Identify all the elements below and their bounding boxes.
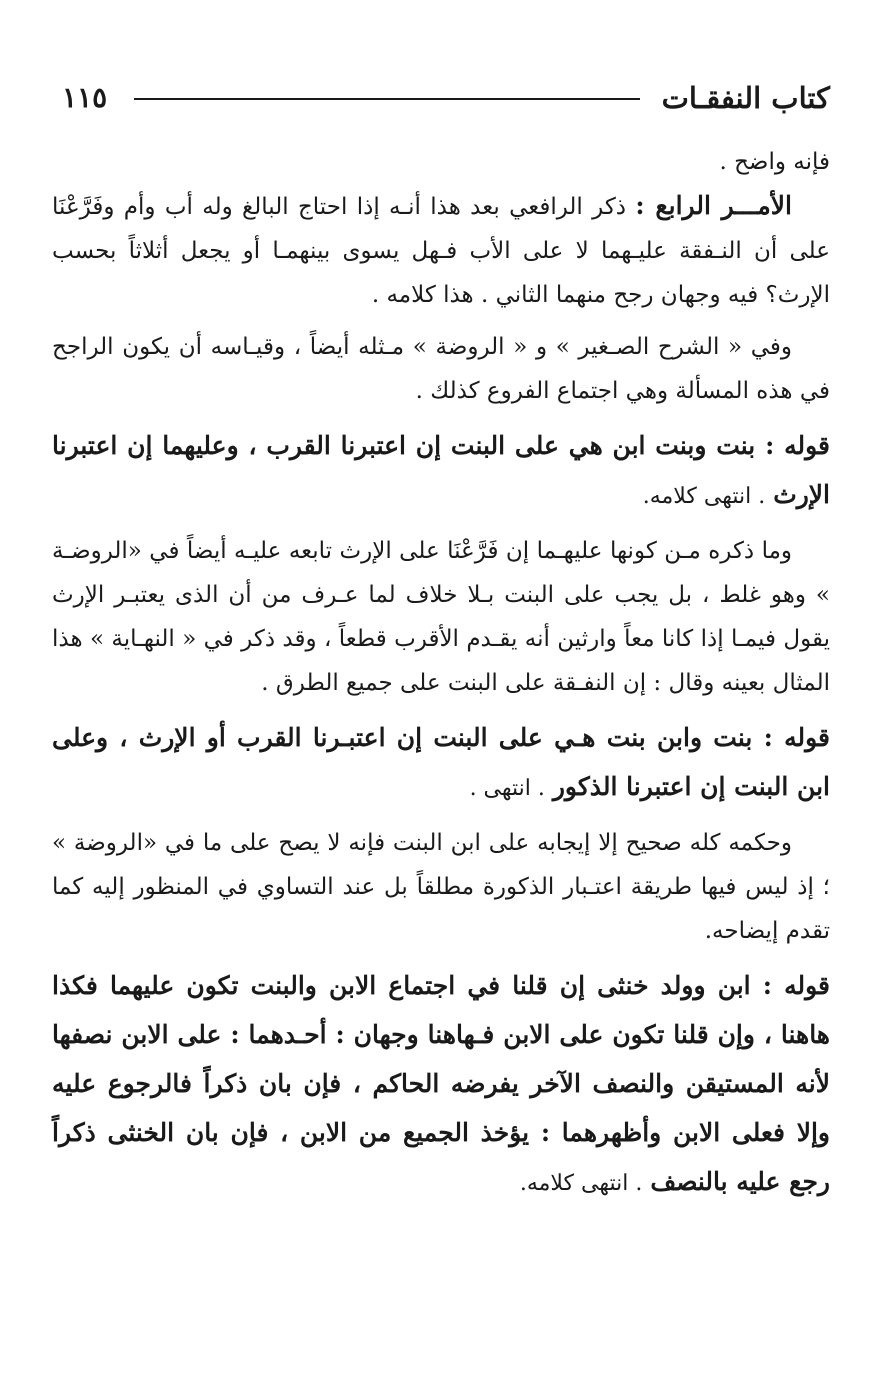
quote-text: قوله : بنت وبنت ابن هي على البنت إن اعتبرنا القرب ، وعليهما إن اعتبرنا الإرث bbox=[52, 431, 830, 509]
paragraph-commentary-1: وما ذكره مـن كونها عليهـما إن فَرَّعْنَا على الإرث تابعه عليـه أيضاً في «الروضـة » وهو غلط ، بل يجب على البنت بـلا خلاف لما عـرف من أن الذى يعتبـر الإرث يقول فيمـا إذا كانا معاً وارثين أنه يقـدم الأقرب قطعاً ، وقد ذكر في « النهـاية » هذا المثال بعينه وقال : إن النفـقة على البنت على جميع الطرق . bbox=[52, 538, 830, 696]
header-rule bbox=[134, 98, 640, 100]
paragraph-sharh-saghir: وفي « الشرح الصـغير » و « الروضة » مـثله أيضاً ، وقيـاسه أن يكون الراجح في هذه المسألة وهي اجتماع الفروع كذلك . bbox=[52, 334, 830, 404]
paragraph-continuation: فإنه واضح . bbox=[719, 149, 830, 175]
quote-tail: . انتهى كلامه. bbox=[642, 484, 766, 509]
quote-text: قوله : بنت وابن بنت هـي على البنت إن اعتبـرنا القرب أو الإرث ، وعلى ابن البنت إن اعتبرنا الذكور bbox=[52, 723, 830, 801]
paragraph-text: ذكر الرافعي بعد هذا أنـه إذا احتاج البالغ وله أب وأم وفَرَّعْنَا على أن النـفقة عليـهما لا على الأب فـهل يسوى بينهمـا أو يجعل أثلاثاً بحسب الإرث؟ فيه وجهان رجح منهما الثاني . هذا كلامه . bbox=[52, 194, 830, 308]
quote-tail: . انتهى . bbox=[469, 776, 545, 801]
quote-1 bbox=[52, 421, 830, 521]
paragraph-fourth-matter bbox=[52, 184, 830, 317]
quote-tail: . انتهى كلامه. bbox=[519, 1171, 643, 1196]
page-number: ١١٥ bbox=[62, 81, 108, 114]
paragraph-commentary-2: وحكمه كله صحيح إلا إيجابه على ابن البنت فإنه لا يصح على ما في «الروضة » ؛ إذ ليس فيها طريقة اعتـبار الذكورة مطلقاً بل عند التساوي في المنظور إليه كما تقدم إيضاحه. bbox=[52, 830, 830, 944]
quote-2 bbox=[52, 713, 830, 813]
page-body bbox=[52, 140, 830, 1208]
chapter-title: كتاب النفقـات bbox=[661, 81, 830, 115]
quote-3 bbox=[52, 961, 830, 1208]
running-header bbox=[62, 78, 830, 122]
quote-text: قوله : ابن وولد خنثى إن قلنا في اجتماع الابن والبنت تكون عليهما فكذا هاهنا ، وإن قلنا تكون على الابن فـهاهنا وجهان : أحـدهما : على الابن نصفها لأنه المستيقن والنصف الآخر يفرضه الحاكم ، فإن بان ذكراً فالرجوع عليه وإلا فعلى الابن وأظهرهما : يؤخذ الجميع من الابن ، فإن بان الخنثى ذكراً رجع عليه بالنصف bbox=[52, 971, 830, 1196]
paragraph-lead: الأمـــر الرابع : bbox=[635, 191, 793, 220]
